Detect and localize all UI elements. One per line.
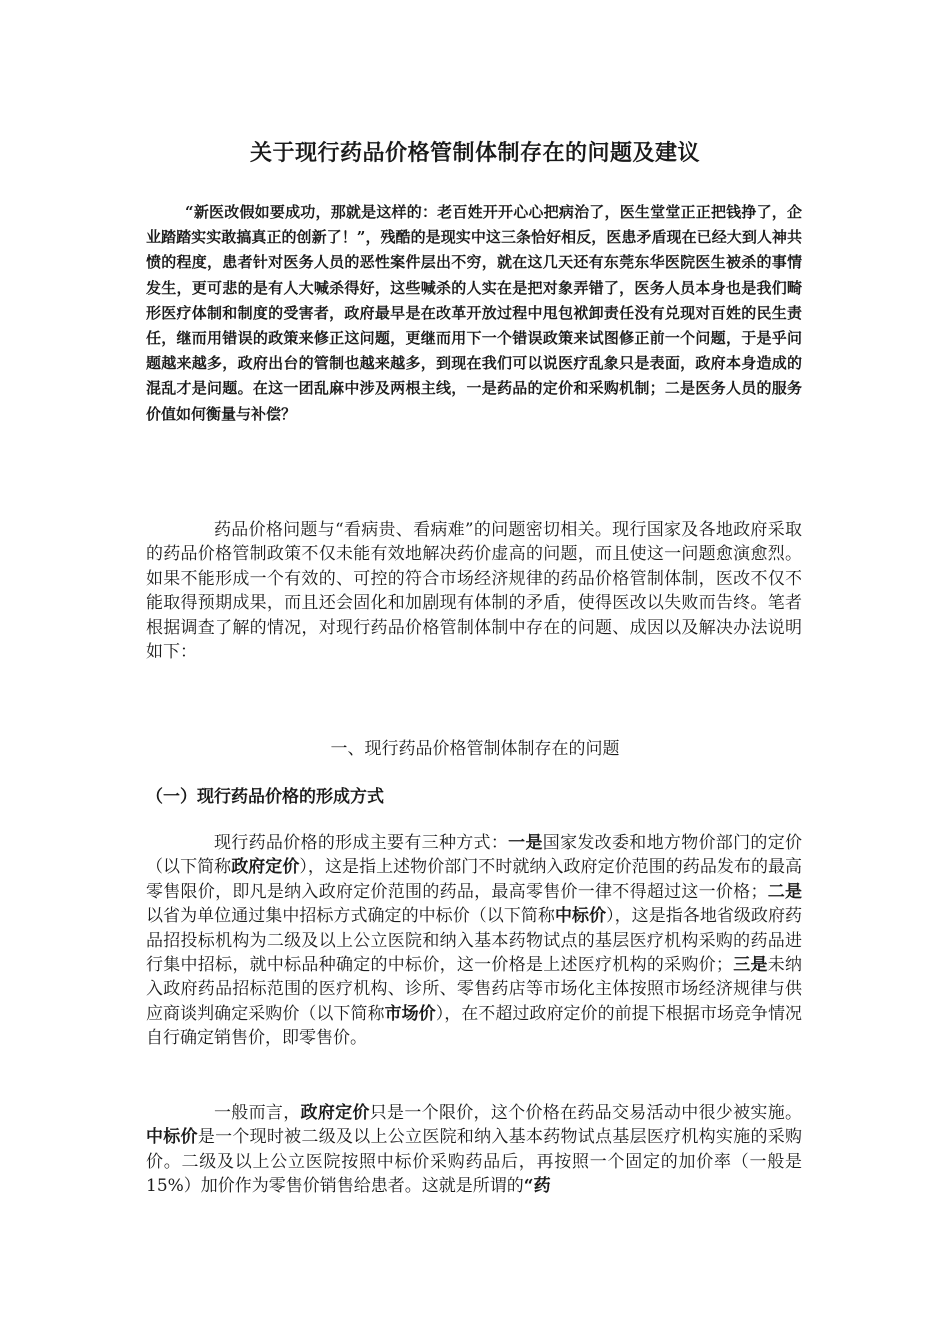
text-run: ），在不超过政府定价的前提下根据市场竞争情况自行确定销售价，即零售价。 — [146, 1003, 803, 1049]
subsection-title: （一）现行药品价格的形成方式 — [146, 787, 384, 807]
bold-term: 政府定价 — [300, 1103, 370, 1123]
bold-term: 市场价 — [384, 1003, 436, 1024]
bold-term: 中标价 — [146, 1127, 198, 1148]
bold-term: 一是 — [508, 833, 543, 853]
text-run: 现行药品价格的形成主要有三种方式： — [214, 833, 509, 853]
section-title: 一、现行药品价格管制体制存在的问题 — [330, 739, 620, 759]
text-run: 国家发改委和地方物价部门的定价（以下简称 — [146, 833, 803, 878]
document-title: 关于现行药品价格管制体制存在的问题及建议 — [249, 140, 700, 166]
bold-term: 中标价 — [554, 906, 607, 927]
text-run: 是一个现时被二级及以上公立医院和纳入基本药物试点基层医疗机构实施的采购价。二级及以上公立医院按照中标价采购药品后，再按照一个固定的加价率（一般是15%）加价作为零售价销售给患者。这就是所谓的 — [146, 1127, 803, 1197]
bold-term: 二是 — [767, 881, 803, 902]
text-run: ），这是指各地省级政府药品招投标机构为二级及以上公立医院和纳入基本药物试点的基层医疗机构采购的药品进行集中招标，就中标品种确定的中标价，这一价格是上述医疗机构的采购价； — [146, 906, 803, 976]
body-paragraph-2 — [146, 831, 802, 1051]
body-paragraph-1: 药品价格问题与“看病贵、看病难”的问题密切相关。现行国家及各地政府采取的药品价格管制政策不仅未能有效地解决药价虚高的问题，而且使这一问题愈演愈烈。如果不能形成一个有效的、可控的符合市场经济规律的药品价格管制体制，医改不仅不能取得预期成果，而且还会固化和加剧现有体制的矛盾，使得医改以失败而告终。笔者根据调查了解的情况，对现行药品价格管制体制中存在的问题、成因以及解决办法说明如下： — [146, 520, 802, 663]
text-run: 只是一个限价，这个价格在药品交易活动中很少被实施。 — [369, 1103, 803, 1123]
body-paragraph-3 — [146, 1101, 802, 1199]
text-run: 未纳入政府药品招标范围的医疗机构、诊所、零售药店等市场化主体按照市场经济规律与供应商谈判确定采购价（以下简称 — [146, 955, 803, 1024]
bold-term: “药 — [523, 1176, 551, 1197]
text-run: ），这是指上述物价部门不时就纳入政府定价范围的药品发布的最高零售限价，即凡是纳入政府定价范围的药品，最高零售价一律不得超过这一价格； — [146, 857, 803, 902]
bold-term: 三是 — [732, 955, 768, 976]
intro-paragraph: “新医改假如要成功，那就是这样的：老百姓开开心心把病治了，医生堂堂正正把钱挣了，企业踏踏实实敢搞真正的创新了！”，残酷的是现实中这三条恰好相反，医患矛盾现在已经大到人神共愤的程度，患者针对医务人员的恶性案件层出不穷，就在这几天还有东莞东华医院医生被杀的事情发生，更可悲的是有人大喊杀得好，这些喊杀的人实在是把对象弄错了，医务人员本身也是我们畸形医疗体制和制度的受害者，政府最早是在改革开放过程中甩包袱卸责任没有兑现对百姓的民生责任，继而用错误的政策来修正这问题，更继而用下一个错误政策来试图修正前一个问题，于是乎问题越来越多，政府出台的管制也越来越多，到现在我们可以说医疗乱象只是表面，政府本身造成的混乱才是问题。在这一团乱麻中涉及两根主线，一是药品的定价和采购机制；二是医务人员的服务价值如何衡量与补偿？ — [146, 203, 802, 423]
text-run: 以省为单位通过集中招标方式确定的中标价（以下简称 — [146, 906, 555, 927]
text-run: 一般而言， — [214, 1103, 301, 1123]
bold-term: 政府定价 — [231, 857, 300, 878]
